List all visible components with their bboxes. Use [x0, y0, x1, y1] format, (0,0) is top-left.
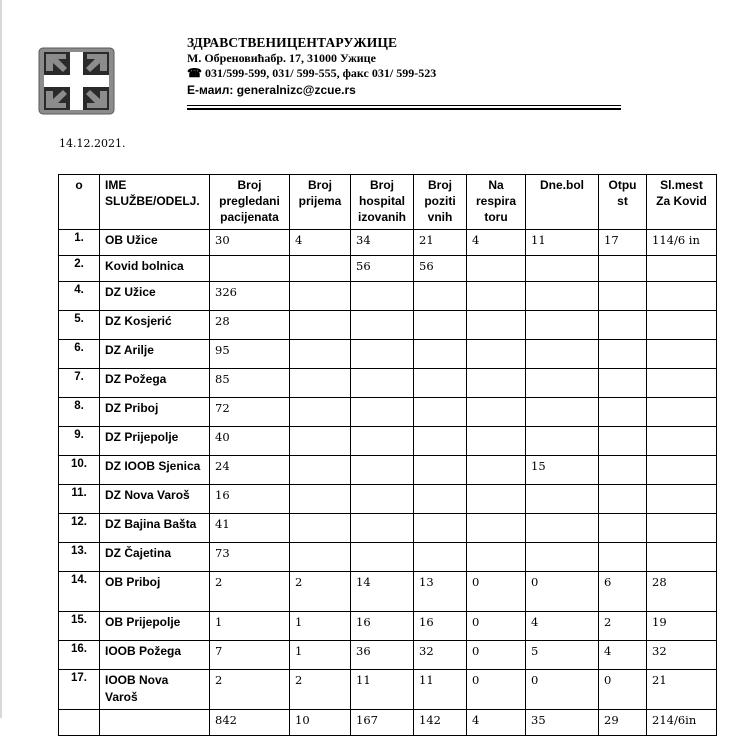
value-cell: 114/6 in [647, 230, 717, 256]
table-header-row [59, 175, 717, 230]
value-cell: 326 [210, 282, 290, 311]
value-cell [414, 543, 467, 572]
row-number: 16. [59, 641, 100, 670]
total-value-cell: 142 [414, 710, 467, 736]
value-cell [210, 256, 290, 282]
value-cell [467, 427, 526, 456]
value-cell [647, 340, 717, 369]
header-cell: Broj hospital izovanih [351, 175, 414, 230]
value-cell: 0 [526, 572, 599, 612]
value-cell [414, 340, 467, 369]
value-cell: 1 [210, 612, 290, 641]
value-cell [647, 543, 717, 572]
value-cell [414, 514, 467, 543]
value-cell: 56 [351, 256, 414, 282]
value-cell: 2 [210, 572, 290, 612]
value-cell [351, 398, 414, 427]
department-name: DZ Kosjerić [100, 311, 210, 340]
value-cell [290, 311, 351, 340]
value-cell: 16 [210, 485, 290, 514]
value-cell: 28 [210, 311, 290, 340]
value-cell [290, 456, 351, 485]
header-cell: Dne.bol [526, 175, 599, 230]
row-number: 12. [59, 514, 100, 543]
value-cell: 85 [210, 369, 290, 398]
value-cell [467, 485, 526, 514]
value-cell [599, 311, 647, 340]
value-cell: 95 [210, 340, 290, 369]
value-cell: 5 [526, 641, 599, 670]
value-cell: 11 [351, 670, 414, 710]
department-name: DZ Čajetina [100, 543, 210, 572]
value-cell [351, 282, 414, 311]
value-cell: 13 [414, 572, 467, 612]
department-name: DZ Bajina Bašta [100, 514, 210, 543]
value-cell [414, 456, 467, 485]
value-cell [414, 282, 467, 311]
value-cell [599, 256, 647, 282]
value-cell: 4 [290, 230, 351, 256]
value-cell [290, 543, 351, 572]
total-value-cell: 214/6in [647, 710, 717, 736]
value-cell [599, 514, 647, 543]
value-cell [599, 543, 647, 572]
value-cell [526, 369, 599, 398]
total-value-cell: 167 [351, 710, 414, 736]
table-row [59, 256, 717, 282]
value-cell: 17 [599, 230, 647, 256]
value-cell: 24 [210, 456, 290, 485]
totals-no-cell [59, 710, 100, 736]
value-cell: 32 [647, 641, 717, 670]
value-cell [351, 514, 414, 543]
value-cell [526, 282, 599, 311]
value-cell [526, 340, 599, 369]
total-value-cell: 4 [467, 710, 526, 736]
value-cell [467, 543, 526, 572]
row-number: 10. [59, 456, 100, 485]
value-cell: 0 [526, 670, 599, 710]
value-cell: 32 [414, 641, 467, 670]
table-row [59, 369, 717, 398]
value-cell: 73 [210, 543, 290, 572]
value-cell [526, 398, 599, 427]
value-cell [351, 543, 414, 572]
table-row [59, 311, 717, 340]
department-name: IOOB Nova Varoš [100, 670, 210, 710]
row-number: 2. [59, 256, 100, 282]
header-cell: Sl.mest Za Kovid [647, 175, 717, 230]
value-cell: 19 [647, 612, 717, 641]
value-cell: 2 [290, 572, 351, 612]
report-table [58, 174, 717, 736]
value-cell [599, 369, 647, 398]
department-name: Kovid bolnica [100, 256, 210, 282]
value-cell: 4 [599, 641, 647, 670]
header-cell: o [59, 175, 100, 230]
letterhead [187, 34, 627, 99]
row-number: 11. [59, 485, 100, 514]
value-cell: 0 [599, 670, 647, 710]
value-cell: 16 [351, 612, 414, 641]
department-name: DZ Priboj [100, 398, 210, 427]
value-cell [526, 256, 599, 282]
value-cell [290, 340, 351, 369]
department-name: DZ IOOB Sjenica [100, 456, 210, 485]
value-cell [351, 456, 414, 485]
value-cell: 41 [210, 514, 290, 543]
value-cell: 11 [526, 230, 599, 256]
row-number: 14. [59, 572, 100, 612]
value-cell: 56 [414, 256, 467, 282]
value-cell: 11 [414, 670, 467, 710]
row-number: 15. [59, 612, 100, 641]
value-cell [526, 485, 599, 514]
value-cell [467, 282, 526, 311]
department-name: OB Priboj [100, 572, 210, 612]
table-row [59, 572, 717, 612]
header-cell: Broj poziti vnih [414, 175, 467, 230]
value-cell: 1 [290, 641, 351, 670]
row-number: 8. [59, 398, 100, 427]
department-name: DZ Prijepolje [100, 427, 210, 456]
row-number: 7. [59, 369, 100, 398]
value-cell: 7 [210, 641, 290, 670]
value-cell: 72 [210, 398, 290, 427]
value-cell [647, 282, 717, 311]
value-cell [599, 427, 647, 456]
value-cell [647, 398, 717, 427]
header-cell: Otpu st [599, 175, 647, 230]
total-value-cell: 10 [290, 710, 351, 736]
value-cell: 0 [467, 670, 526, 710]
value-cell [351, 485, 414, 514]
value-cell: 0 [467, 641, 526, 670]
row-number: 5. [59, 311, 100, 340]
row-number: 4. [59, 282, 100, 311]
table-row [59, 230, 717, 256]
table-row [59, 641, 717, 670]
row-number: 6. [59, 340, 100, 369]
value-cell [414, 427, 467, 456]
department-name: IOOB Požega [100, 641, 210, 670]
value-cell [599, 282, 647, 311]
value-cell [290, 485, 351, 514]
table-row [59, 485, 717, 514]
value-cell: 2 [290, 670, 351, 710]
table-row [59, 670, 717, 710]
total-value-cell: 842 [210, 710, 290, 736]
row-number: 17. [59, 670, 100, 710]
value-cell [351, 369, 414, 398]
department-name: DZ Požega [100, 369, 210, 398]
department-name: OB Prijepolje [100, 612, 210, 641]
value-cell [599, 398, 647, 427]
row-number: 1. [59, 230, 100, 256]
institution-address: М. Обреновићабр. 17, 31000 Ужице [187, 51, 376, 65]
value-cell: 40 [210, 427, 290, 456]
medical-cross-logo [38, 47, 115, 115]
header-cell: Na respira toru [467, 175, 526, 230]
value-cell: 4 [526, 612, 599, 641]
value-cell [351, 340, 414, 369]
value-cell [414, 485, 467, 514]
department-name: DZ Užice [100, 282, 210, 311]
header-cell: Broj prijema [290, 175, 351, 230]
total-value-cell: 29 [599, 710, 647, 736]
letterhead-rule-thin [187, 105, 621, 106]
value-cell: 1 [290, 612, 351, 641]
value-cell [467, 369, 526, 398]
value-cell [467, 340, 526, 369]
row-number: 9. [59, 427, 100, 456]
department-name: DZ Arilje [100, 340, 210, 369]
value-cell: 34 [351, 230, 414, 256]
value-cell [599, 456, 647, 485]
value-cell [467, 514, 526, 543]
value-cell [526, 514, 599, 543]
value-cell: 0 [467, 572, 526, 612]
value-cell: 2 [210, 670, 290, 710]
value-cell: 6 [599, 572, 647, 612]
table-row [59, 427, 717, 456]
value-cell [467, 311, 526, 340]
totals-row [59, 710, 717, 736]
value-cell [526, 427, 599, 456]
value-cell [351, 427, 414, 456]
value-cell [414, 311, 467, 340]
header-cell: IME SLUŽBE/ODELJ. [100, 175, 210, 230]
table-row [59, 398, 717, 427]
table-row [59, 612, 717, 641]
telephone-icon: ☎ [187, 66, 202, 80]
page-edge [0, 0, 2, 718]
value-cell [599, 340, 647, 369]
department-name: OB Užice [100, 230, 210, 256]
value-cell [599, 485, 647, 514]
value-cell: 30 [210, 230, 290, 256]
value-cell [467, 256, 526, 282]
institution-phone [187, 66, 627, 81]
value-cell [647, 485, 717, 514]
value-cell [290, 427, 351, 456]
value-cell: 16 [414, 612, 467, 641]
department-name: DZ Nova Varoš [100, 485, 210, 514]
table-row [59, 340, 717, 369]
value-cell [647, 456, 717, 485]
value-cell: 14 [351, 572, 414, 612]
totals-name-cell [100, 710, 210, 736]
value-cell [351, 311, 414, 340]
table-row [59, 456, 717, 485]
table-body [59, 230, 717, 736]
value-cell [414, 369, 467, 398]
table-row [59, 514, 717, 543]
value-cell [467, 398, 526, 427]
report-date: 14.12.2021. [59, 137, 126, 150]
value-cell [647, 514, 717, 543]
header-cell: Broj pregledani pacijenata [210, 175, 290, 230]
value-cell: 28 [647, 572, 717, 612]
value-cell [526, 543, 599, 572]
phone-numbers: 031/599-599, 031/ 599-555, факс 031/ 599-523 [204, 66, 437, 80]
value-cell [526, 311, 599, 340]
value-cell: 36 [351, 641, 414, 670]
table-row [59, 282, 717, 311]
value-cell [290, 256, 351, 282]
letterhead-rule-thick [187, 108, 621, 110]
value-cell [290, 514, 351, 543]
table-row [59, 543, 717, 572]
institution-title: ЗДРАВСТВЕНИЦЕНТАРУЖИЦЕ [187, 35, 398, 50]
value-cell [290, 398, 351, 427]
total-value-cell: 35 [526, 710, 599, 736]
value-cell [290, 282, 351, 311]
value-cell [647, 311, 717, 340]
value-cell [414, 398, 467, 427]
row-number: 13. [59, 543, 100, 572]
value-cell: 15 [526, 456, 599, 485]
value-cell [290, 369, 351, 398]
value-cell [467, 456, 526, 485]
value-cell: 0 [467, 612, 526, 641]
value-cell: 21 [647, 670, 717, 710]
value-cell: 2 [599, 612, 647, 641]
value-cell [647, 369, 717, 398]
institution-email: Е-маил: generalnizc@zcue.rs [187, 83, 356, 97]
value-cell: 4 [467, 230, 526, 256]
value-cell [647, 256, 717, 282]
value-cell [647, 427, 717, 456]
value-cell: 21 [414, 230, 467, 256]
